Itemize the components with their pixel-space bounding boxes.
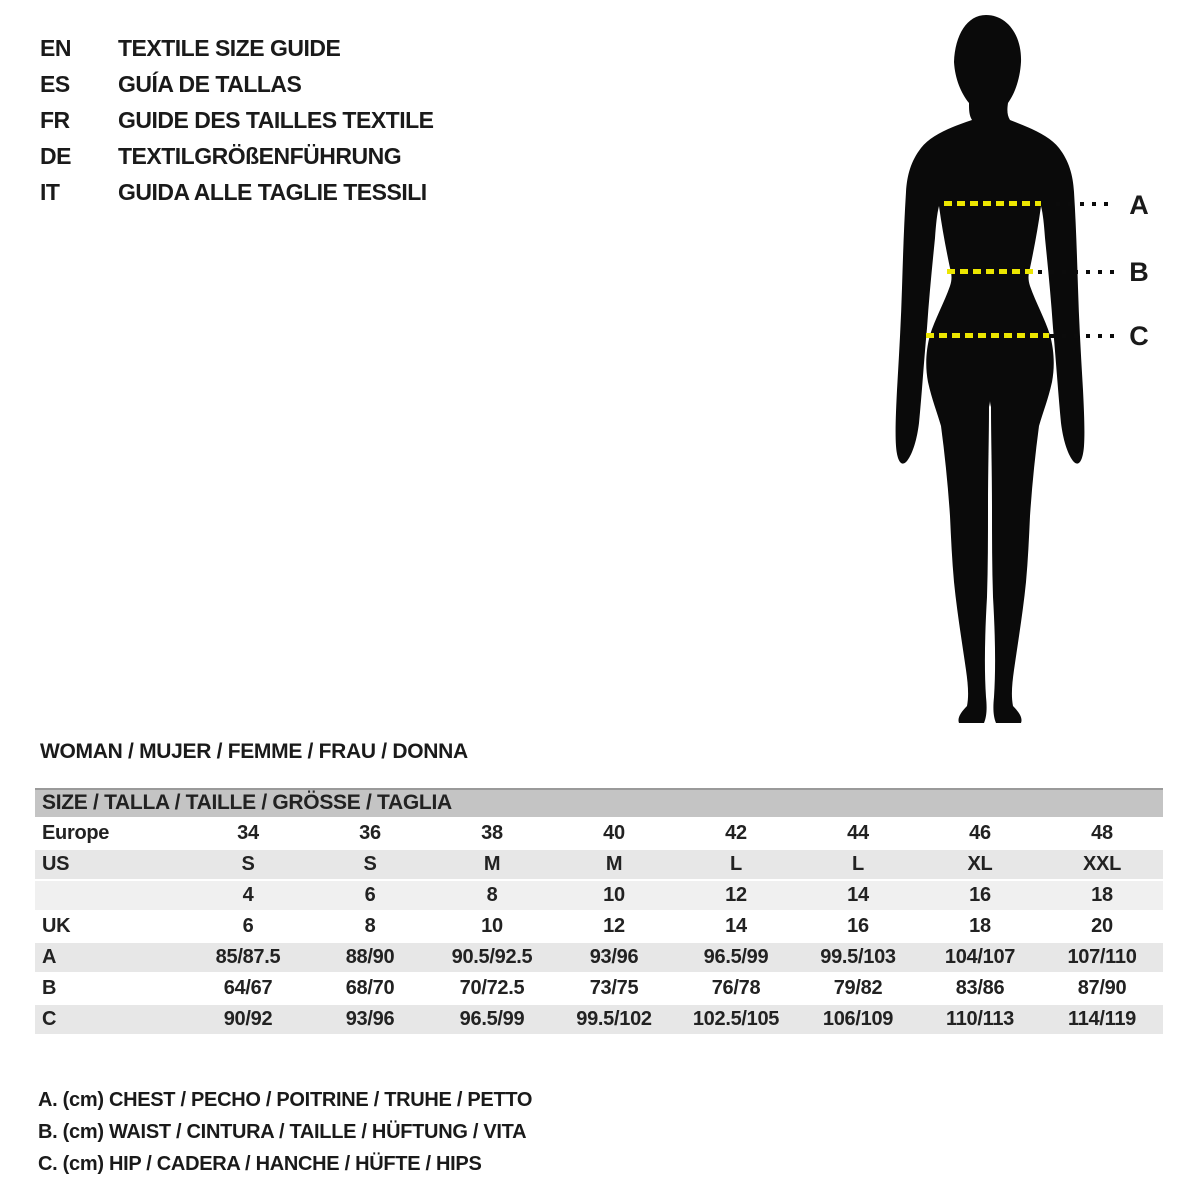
size-cell: 36 [359,822,381,844]
size-cell: 38 [481,822,503,844]
section-title: WOMAN / MUJER / FEMME / FRAU / DONNA [40,740,468,763]
size-cell: 87/90 [1077,977,1127,999]
size-cell: 96.5/99 [703,946,769,968]
size-cell: 8 [486,884,498,906]
size-cell: 6 [242,915,254,937]
size-cell: 83/86 [955,977,1005,999]
language-row [40,30,434,66]
size-cell: 46 [969,822,991,844]
table-row-us-numeric [35,880,1163,911]
size-cell: 76/78 [711,977,761,999]
size-cell: 90/92 [223,1008,273,1030]
language-title: GUÍA DE TALLAS [118,70,302,97]
size-cell: XXL [1083,853,1121,875]
size-cell: XL [967,853,993,875]
language-row [40,102,434,138]
size-cell: 40 [603,822,625,844]
size-cell: M [605,853,623,875]
language-title: GUIDA ALLE TAGLIE TESSILI [118,178,427,205]
size-cell: 20 [1091,915,1113,937]
size-cell: 93/96 [589,946,639,968]
table-header: SIZE / TALLA / TAILLE / GRÖSSE / TAGLIA [35,789,1163,818]
size-cell: 110/113 [946,1008,1014,1030]
size-cell: 16 [969,884,991,906]
size-cell: 64/67 [223,977,273,999]
table-row-chest [35,942,1163,973]
hip-measure-line [926,333,1049,338]
size-cell: 8 [364,915,376,937]
size-cell: 10 [481,915,503,937]
size-cell: L [852,853,864,875]
size-cell: 68/70 [345,977,395,999]
size-cell: 93/96 [345,1008,395,1030]
size-cell: 14 [725,915,747,937]
size-cell: 107/110 [1067,946,1137,968]
size-cell: 102.5/105 [692,1008,780,1030]
language-row [40,138,434,174]
language-code: EN [40,34,71,61]
size-cell: L [730,853,742,875]
size-cell: 18 [1091,884,1113,906]
chest-measure-line [944,201,1041,206]
size-cell: 104/107 [944,946,1016,968]
table-row-uk [35,911,1163,942]
hip-leader-line [1050,334,1114,338]
table-row-hip [35,1004,1163,1034]
size-cell: 99.5/102 [576,1008,652,1030]
row-label [35,880,187,911]
row-label: A [42,946,57,968]
size-cell: 79/82 [833,977,883,999]
woman-silhouette [895,12,1095,732]
row-label: US [42,853,70,875]
language-title: TEXTILGRÖßENFÜHRUNG [118,142,402,169]
size-cell: 114/119 [1068,1008,1136,1030]
size-cell: 34 [237,822,259,844]
size-cell: 12 [725,884,747,906]
table-row-europe [35,818,1163,849]
language-title: TEXTILE SIZE GUIDE [118,34,341,61]
size-cell: 16 [847,915,869,937]
language-title: GUIDE DES TAILLES TEXTILE [118,106,434,133]
size-cell: 85/87.5 [215,946,281,968]
marker-label-c: C [1129,321,1149,351]
size-cell: 96.5/99 [459,1008,525,1030]
size-cell: S [241,853,255,875]
size-cell: 6 [364,884,376,906]
language-code: IT [40,178,60,205]
size-cell: 90.5/92.5 [451,946,533,968]
size-cell: 18 [969,915,991,937]
waist-leader-line [1038,270,1114,274]
language-code: ES [40,70,70,97]
row-label: C [42,1008,57,1030]
row-label: Europe [42,822,110,844]
marker-label-a: A [1129,190,1149,220]
size-cell: 70/72.5 [459,977,525,999]
measurement-legend [38,1089,532,1185]
size-cell: 48 [1091,822,1113,844]
legend-chest: A. (cm) CHEST / PECHO / POITRINE / TRUHE / PETTO [38,1089,533,1111]
size-cell: 44 [847,822,869,844]
size-cell: 14 [847,884,869,906]
language-row [40,66,434,102]
table-header-row [35,789,1163,818]
row-label: B [42,977,57,999]
size-cell: 4 [242,884,254,906]
size-cell: S [363,853,377,875]
language-title-list [40,30,434,210]
legend-waist: B. (cm) WAIST / CINTURA / TAILLE / HÜFTUNG / VITA [38,1121,527,1143]
size-cell: 106/109 [822,1008,894,1030]
table-row-us [35,849,1163,880]
language-code: DE [40,142,71,169]
size-cell: 88/90 [345,946,395,968]
size-table [35,788,1163,1034]
size-cell: M [483,853,501,875]
size-cell: 73/75 [589,977,639,999]
size-cell: 12 [603,915,625,937]
language-code: FR [40,106,70,133]
legend-hip: C. (cm) HIP / CADERA / HANCHE / HÜFTE / HIPS [38,1153,482,1175]
marker-label-b: B [1129,257,1149,287]
table-row-waist [35,973,1163,1004]
waist-measure-line [947,269,1035,274]
size-cell: 10 [603,884,625,906]
language-row [40,174,434,210]
chest-leader-line [1056,202,1114,206]
size-cell: 99.5/103 [820,946,896,968]
size-cell: 42 [725,822,747,844]
row-label: UK [42,915,71,937]
